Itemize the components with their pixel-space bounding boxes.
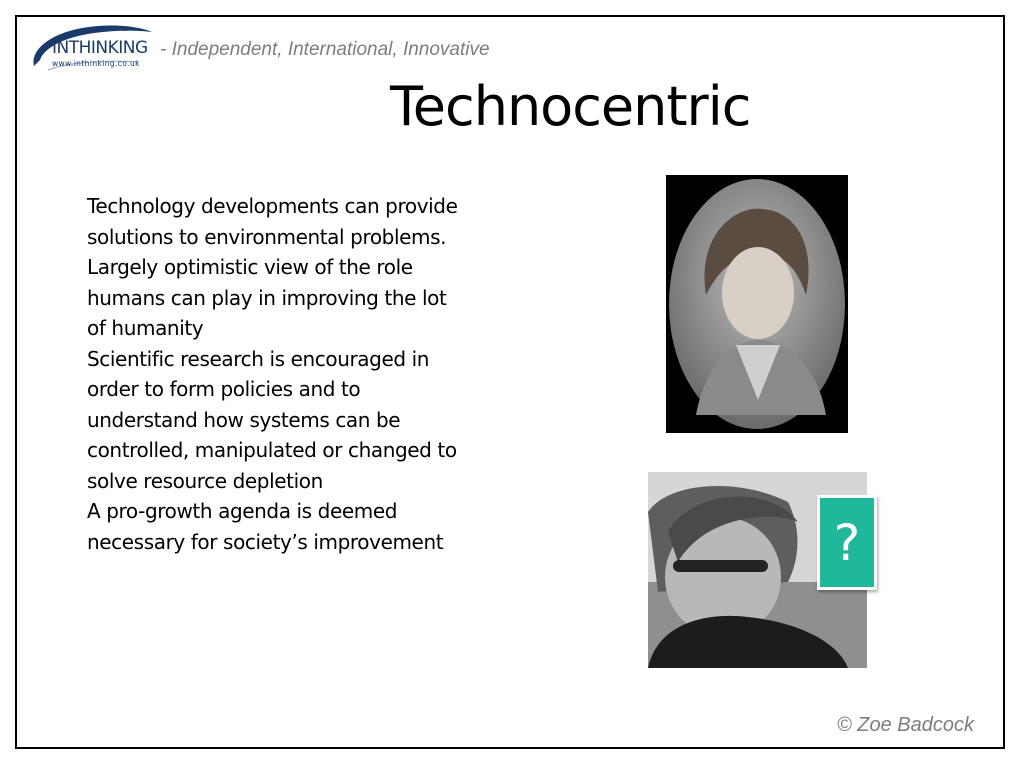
body-line: humans can play in improving the lot: [87, 285, 447, 310]
body-line: controlled, manipulated or changed to: [87, 438, 457, 462]
logo-wordmark: INTHINKING: [52, 38, 148, 58]
body-line: A pro-growth agenda is deemed: [87, 499, 398, 523]
body-line: solve resource depletion: [87, 468, 323, 493]
tagline: - Independent, International, Innovative: [160, 39, 490, 60]
slide-title: Technocentric: [390, 75, 751, 138]
body-line: understand how systems can be: [87, 407, 401, 432]
logo-url: www.inthinking.co.uk: [52, 59, 140, 68]
body-line: Scientific research is encouraged in: [87, 346, 430, 371]
body-line: Largely optimistic view of the role: [87, 255, 413, 279]
body-text: [87, 191, 507, 557]
oval-portrait-photo: [666, 175, 848, 433]
body-line: of humanity: [87, 316, 204, 340]
body-line: solutions to environmental problems.: [87, 224, 447, 249]
copyright-credit: © Zoe Badcock: [836, 714, 974, 736]
body-line: necessary for society’s improvement: [87, 529, 444, 554]
body-line: order to form policies and to: [87, 377, 361, 401]
question-mark-badge: ?: [817, 495, 877, 590]
body-line: Technology developments can provide: [87, 194, 458, 218]
